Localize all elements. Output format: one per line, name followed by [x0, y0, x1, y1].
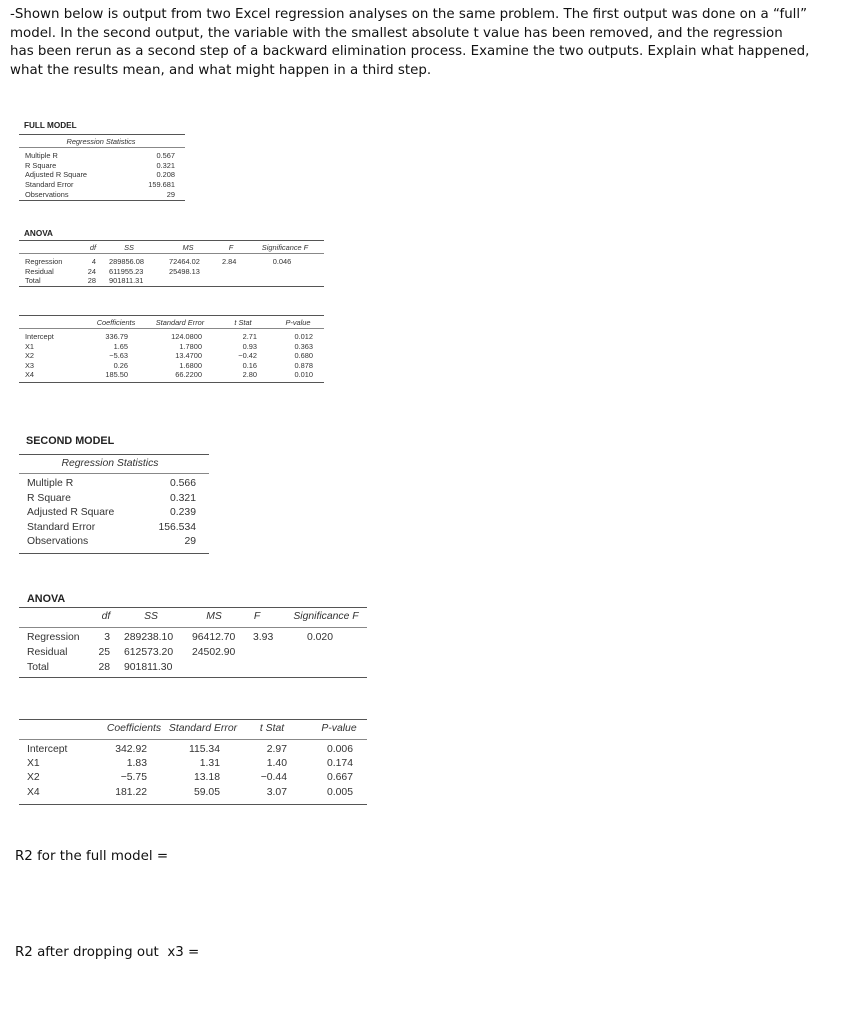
full-coef-rule-bottom — [19, 382, 324, 383]
full-anova-header-sig: Significance F — [261, 243, 309, 252]
second-model-stat-label: Adjusted R Square — [27, 507, 115, 519]
second-coef-row-t-stat: 2.97 — [266, 744, 287, 755]
full-coef-row-t-stat: 2.71 — [242, 332, 257, 341]
second-model-stat-label: R Square — [27, 492, 71, 504]
second-coef-row-label: X2 — [27, 772, 40, 784]
second-anova-row-df: 28 — [98, 662, 110, 673]
full-model-stat-value: 0.208 — [156, 170, 175, 180]
full-model-rule-top — [19, 134, 185, 135]
full-coef-row-standard-error: 13.4700 — [175, 351, 202, 361]
second-coef-rule-bottom — [19, 804, 367, 805]
full-anova-rule-top — [19, 240, 324, 241]
full-anova-row-df: 24 — [87, 266, 96, 276]
full-anova-rule-mid — [19, 253, 324, 254]
second-coef-row-p-value: 0.174 — [326, 758, 353, 770]
full-anova-row-sig: 0.046 — [272, 257, 292, 266]
full-coef-row-standard-error: 1.6800 — [179, 360, 202, 370]
second-coef-header-se: Standard Error — [168, 723, 238, 734]
full-coef-row-label: Intercept — [25, 332, 54, 341]
second-anova-header-df: df — [101, 611, 111, 622]
second-anova-rule-mid — [19, 627, 367, 628]
second-anova-row-sig: 0.020 — [306, 632, 333, 643]
question-r2-after-dropping-x3: R2 after dropping out x3 = — [15, 945, 200, 960]
second-model-stat-value: 156.534 — [158, 521, 196, 533]
full-coef-header-p: P-value — [285, 318, 311, 327]
full-coef-header-se: Standard Error — [155, 318, 205, 327]
second-anova-row-f: 3.93 — [253, 632, 274, 643]
second-coef-row-t-stat: 1.40 — [266, 758, 287, 770]
full-coef-row-coefficient: 1.65 — [113, 341, 128, 351]
second-coef-row-coefficient: 181.22 — [115, 786, 147, 798]
second-model-rule-top — [19, 454, 209, 455]
full-coef-row-label: X4 — [25, 370, 35, 380]
full-coef-row-p-value: 0.010 — [294, 370, 313, 380]
second-model-stat-label: Standard Error — [27, 521, 96, 533]
full-coef-row-coefficient: −5.63 — [109, 351, 128, 361]
second-coef-row-p-value: 0.667 — [326, 772, 353, 784]
second-anova-row-ms: 24502.90 — [192, 647, 236, 658]
full-model-reg-stats-header: Regression Statistics — [66, 137, 136, 146]
full-model-stat-value: 159.681 — [148, 180, 175, 190]
second-anova-row-label: Residual — [27, 647, 68, 658]
full-model-stat-label: Multiple R — [25, 151, 58, 160]
second-anova-row-df: 3 — [104, 632, 110, 643]
full-model-title: FULL MODEL — [24, 121, 77, 130]
second-coef-row-t-stat: 3.07 — [266, 786, 287, 798]
second-coef-row-t-stat: −0.44 — [260, 772, 287, 784]
full-coef-rule-top — [19, 315, 324, 316]
full-anova-row-ss: 901811.31 — [109, 276, 144, 286]
full-model-stat-value: 0.321 — [156, 160, 175, 170]
second-coef-row-label: X1 — [27, 758, 40, 770]
full-anova-header-f: F — [228, 243, 234, 252]
full-coef-row-standard-error: 66.2200 — [175, 370, 202, 380]
full-anova-header-ss: SS — [124, 243, 134, 252]
full-model-stat-label: Adjusted R Square — [25, 170, 88, 180]
second-anova-header-f: F — [253, 611, 261, 622]
second-model-stat-label: Multiple R — [27, 478, 74, 489]
full-coef-row-p-value: 0.363 — [294, 341, 313, 351]
second-anova-rule-top — [19, 607, 367, 608]
full-anova-row-df: 28 — [87, 276, 96, 286]
intro-paragraph: -Shown below is output from two Excel regression analyses on the same problem. The first output was done on a “full” model. In the second output, the variable with the smallest absolute t value has been removed, and the regression has been rerun as a second step of a backward elimination process. Examine the two outputs. Explain what happened, what the results mean, and what might happen in a third step. — [10, 7, 810, 79]
full-coef-row-coefficient: 336.79 — [105, 332, 128, 341]
full-anova-header-ms: MS — [182, 243, 194, 252]
second-model-stat-value: 29 — [184, 536, 196, 548]
full-coef-row-t-stat: 2.80 — [242, 370, 257, 380]
full-anova-row-ms: 72464.02 — [169, 257, 200, 266]
full-model-stat-value: 0.567 — [156, 151, 175, 160]
full-coef-row-t-stat: −0.42 — [238, 351, 257, 361]
second-coef-header-t: t Stat — [259, 723, 285, 734]
second-coef-row-standard-error: 13.18 — [193, 772, 220, 784]
second-coef-header-p: P-value — [321, 723, 357, 734]
second-coef-row-coefficient: 342.92 — [115, 744, 147, 755]
full-anova-title: ANOVA — [24, 229, 53, 238]
full-coef-rule-mid — [19, 328, 324, 329]
full-coef-row-coefficient: 185.50 — [105, 370, 128, 380]
full-coef-header-coef: Coefficients — [96, 318, 136, 327]
second-anova-row-ss: 289238.10 — [124, 632, 174, 643]
question-r2-full-model: R2 for the full model = — [15, 849, 169, 864]
second-coef-row-standard-error: 59.05 — [193, 786, 220, 798]
full-anova-row-label: Regression — [25, 257, 63, 266]
second-anova-row-ss: 901811.30 — [124, 662, 173, 673]
full-coef-row-p-value: 0.680 — [294, 351, 313, 361]
second-model-rule-mid — [19, 473, 209, 474]
full-anova-row-label: Residual — [25, 266, 54, 276]
full-coef-row-label: X2 — [25, 351, 35, 361]
full-model-stat-label: Observations — [25, 189, 69, 199]
second-model-stat-value: 0.566 — [169, 478, 196, 489]
second-model-rule-bottom — [19, 553, 209, 554]
second-anova-row-ms: 96412.70 — [192, 632, 236, 643]
second-anova-row-label: Regression — [27, 632, 80, 643]
full-model-rule-mid — [19, 147, 185, 148]
second-coef-row-standard-error: 1.31 — [199, 758, 220, 770]
full-coef-row-label: X3 — [25, 360, 35, 370]
full-coef-row-t-stat: 0.16 — [242, 360, 257, 370]
second-anova-header-sig: Significance F — [293, 611, 359, 622]
full-anova-row-label: Total — [25, 276, 41, 286]
full-anova-row-ss: 611955.23 — [109, 266, 144, 276]
second-model-stat-value: 0.321 — [169, 492, 196, 504]
second-model-title: SECOND MODEL — [26, 435, 115, 447]
full-coef-row-standard-error: 124.0800 — [171, 332, 202, 341]
full-model-rule-bottom — [19, 200, 185, 201]
second-coef-header-coef: Coefficients — [106, 723, 162, 734]
full-coef-row-p-value: 0.012 — [294, 332, 313, 341]
second-coef-row-standard-error: 115.34 — [188, 744, 220, 755]
second-coef-row-label: X4 — [27, 786, 40, 798]
second-anova-rule-bottom — [19, 677, 367, 678]
full-coef-row-label: X1 — [25, 341, 35, 351]
second-coef-row-p-value: 0.005 — [326, 786, 353, 798]
second-coef-row-coefficient: 1.83 — [126, 758, 147, 770]
full-model-stat-label: Standard Error — [25, 180, 74, 190]
second-model-reg-stats-header: Regression Statistics — [61, 458, 159, 469]
second-coef-row-coefficient: −5.75 — [120, 772, 147, 784]
second-anova-header-ms: MS — [206, 611, 222, 622]
full-model-stat-label: R Square — [25, 160, 57, 170]
second-coef-rule-top — [19, 719, 367, 720]
full-coef-header-t: t Stat — [234, 318, 252, 327]
full-anova-header-df: df — [89, 243, 97, 252]
second-coef-row-p-value: 0.006 — [326, 744, 353, 755]
second-model-stat-value: 0.239 — [169, 507, 196, 519]
second-anova-row-label: Total — [27, 662, 49, 673]
second-coef-row-label: Intercept — [27, 744, 68, 755]
full-model-stat-value: 29 — [166, 189, 175, 199]
full-anova-rule-bottom — [19, 286, 324, 287]
second-coef-rule-mid — [19, 739, 367, 740]
full-coef-row-standard-error: 1.7800 — [179, 341, 202, 351]
full-coef-row-p-value: 0.878 — [294, 360, 313, 370]
second-anova-row-ss: 612573.20 — [124, 647, 174, 658]
full-coef-row-t-stat: 0.93 — [242, 341, 257, 351]
second-model-stat-label: Observations — [27, 536, 89, 548]
full-anova-row-df: 4 — [91, 257, 96, 266]
second-anova-row-df: 25 — [98, 647, 110, 658]
full-coef-row-coefficient: 0.26 — [113, 360, 128, 370]
second-anova-header-ss: SS — [144, 611, 158, 622]
full-anova-row-f: 2.84 — [222, 257, 237, 266]
full-anova-row-ms: 25498.13 — [169, 266, 200, 276]
second-anova-title: ANOVA — [27, 593, 66, 605]
full-anova-row-ss: 289856.08 — [109, 257, 144, 266]
